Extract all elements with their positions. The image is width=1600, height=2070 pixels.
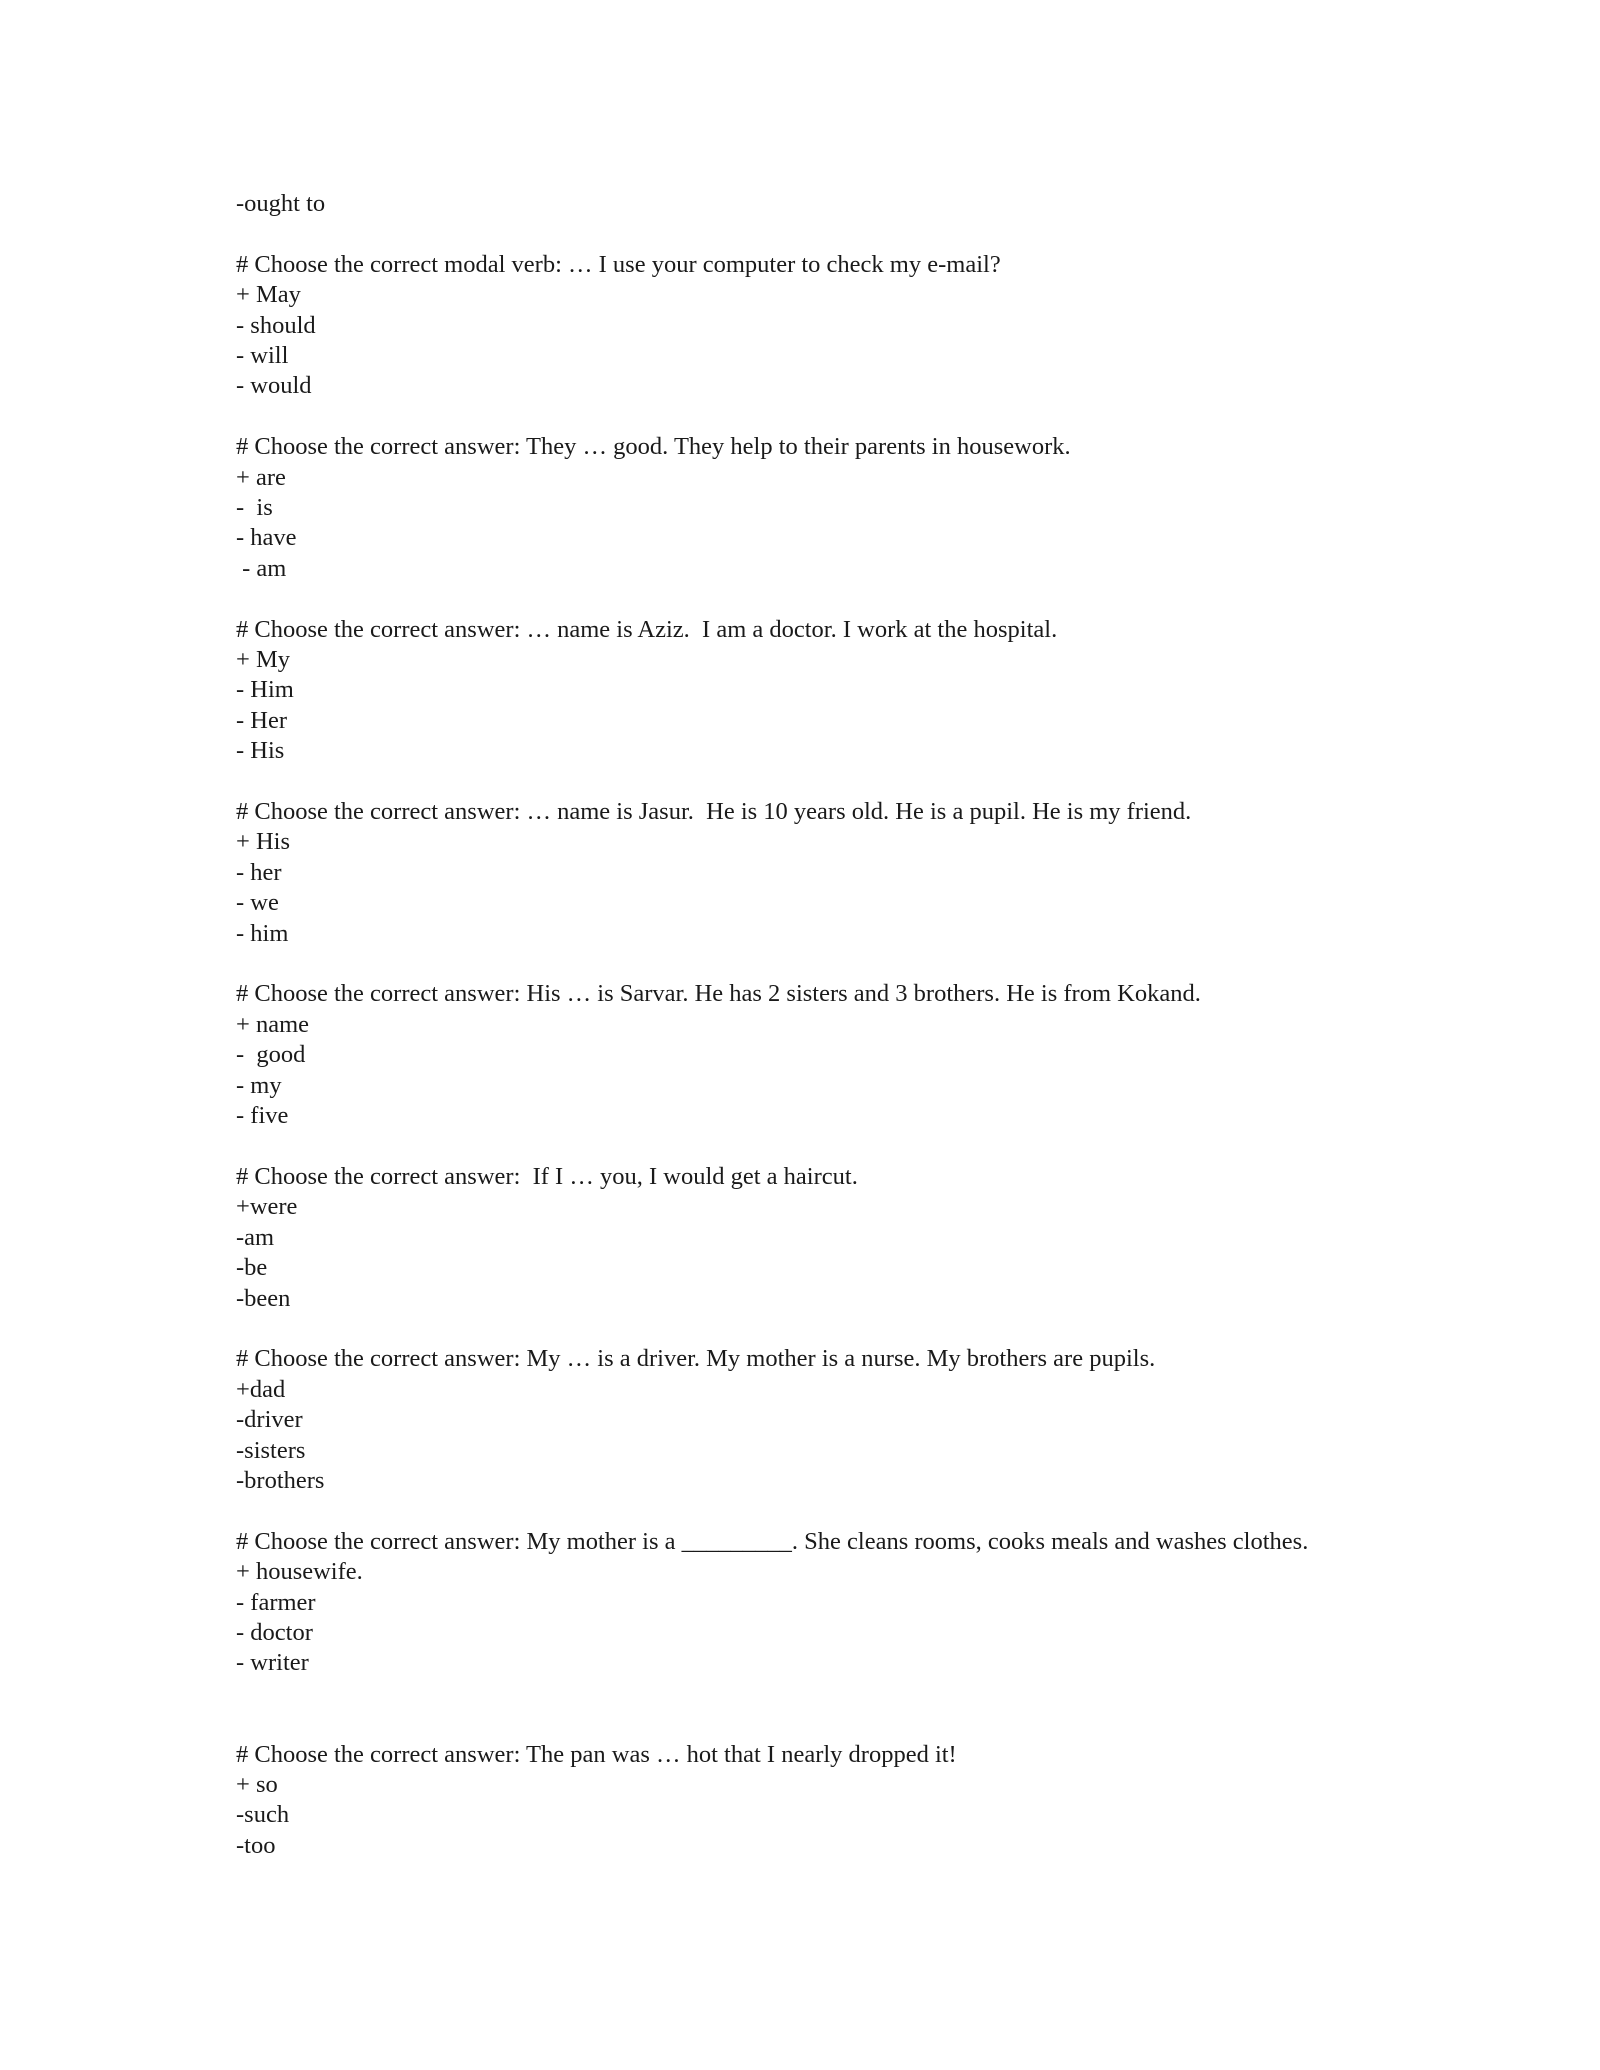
answer-option: - would [236,372,312,400]
question-block-3 [236,615,1366,767]
question-text: # Choose the correct modal verb: … I use your computer to check my e-mail? [236,250,1001,278]
question-block-1 [236,250,1366,402]
answer-option: + housewife. [236,1558,363,1586]
spacer [236,1679,1366,1740]
answer-option: -too [236,1831,276,1859]
question-text: # Choose the correct answer: If I … you, I would get a haircut. [236,1162,858,1190]
question-block-4 [236,797,1366,949]
question-text: # Choose the correct answer: My … is a driver. My mother is a nurse. My brothers are pupils. [236,1345,1156,1373]
answer-option: - we [236,889,279,917]
answer-option: - writer [236,1649,309,1677]
question-text: # Choose the correct answer: My mother is a _________. She cleans rooms, cooks meals and washes clothes. [236,1527,1309,1555]
question-text: # Choose the correct answer: The pan was … hot that I nearly dropped it! [236,1740,957,1768]
spacer [236,584,1366,614]
answer-option: - good [236,1041,306,1069]
spacer [236,402,1366,432]
question-text: # Choose the correct answer: His … is Sarvar. He has 2 sisters and 3 brothers. He is from Kokand. [236,980,1201,1008]
answer-option: - should [236,311,316,339]
answer-option: - am [236,554,287,582]
spacer [236,1132,1366,1162]
spacer [236,767,1366,797]
question-text: # Choose the correct answer: … name is Jasur. He is 10 years old. He is a pupil. He is my friend. [236,798,1192,826]
answer-option: - Her [236,706,288,734]
answer-option: -brothers [236,1466,325,1494]
answer-option: - will [236,342,289,370]
answer-option: -been [236,1284,291,1312]
answer-option: - have [236,524,297,552]
answer-option: + are [236,463,286,491]
question-block-8 [236,1527,1366,1679]
answer-option: + May [236,281,301,309]
question-block-7 [236,1344,1366,1496]
answer-option: - him [236,919,289,947]
spacer [236,219,1366,249]
answer-option: + so [236,1770,278,1798]
answer-option: + name [236,1010,309,1038]
question-block-2 [236,432,1366,584]
answer-option: -am [236,1223,275,1251]
question-block-5 [236,979,1366,1131]
question-block-9 [236,1740,1366,1862]
leading-option: -ought to [236,190,326,217]
answer-option: - five [236,1102,289,1130]
answer-option: - His [236,737,285,765]
answer-option: -sisters [236,1436,306,1464]
document-page [236,189,1366,1861]
answer-option: - my [236,1071,282,1099]
answer-option: - doctor [236,1618,313,1646]
spacer [236,1314,1366,1344]
question-text: # Choose the correct answer: … name is Aziz. I am a doctor. I work at the hospital. [236,615,1058,643]
answer-option: -such [236,1801,290,1829]
spacer [236,1496,1366,1526]
answer-option: - Him [236,676,294,704]
answer-option: -driver [236,1406,303,1434]
question-block-6 [236,1162,1366,1314]
answer-option: - farmer [236,1588,316,1616]
spacer [236,949,1366,979]
answer-option: -be [236,1254,268,1282]
question-text: # Choose the correct answer: They … good. They help to their parents in housework. [236,433,1071,461]
answer-option: + His [236,828,290,856]
answer-option: +were [236,1193,298,1221]
answer-option: + My [236,646,290,674]
answer-option: - is [236,494,273,522]
answer-option: +dad [236,1375,286,1403]
answer-option: - her [236,858,282,886]
